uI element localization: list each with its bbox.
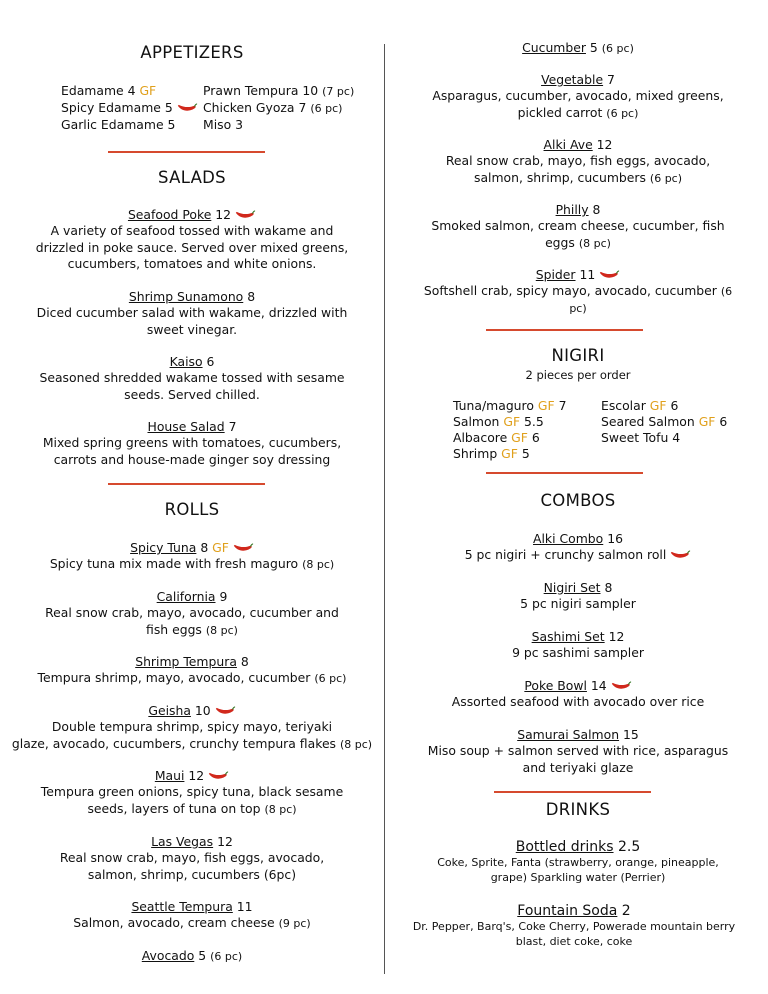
nigiri-item: Sweet Tofu 4 [601,430,681,445]
spicy-pepper-icon [610,681,632,692]
gf-badge: GF [501,446,518,461]
menu-item-maui: Maui 12 Tempura green onions, spicy tuna, black sesame seeds, layers of tuna on top (8 pc) [40,768,344,816]
menu-item-alki-ave: Alki Ave 12 Real snow crab, mayo, fish eggs, avocado, salmon, shrimp, cucumbers (6 pc) [445,137,711,185]
menu-item-bottled-drinks: Bottled drinks 2.5 Coke, Sprite, Fanta (strawberry, orange, pineapple, grape) Sparkling water (Perrier) [437,839,719,885]
appetizer-item: Prawn Tempura 10 (7 pc) [203,83,355,98]
appetizer-item: Spicy Edamame 5 [61,100,198,116]
menu-item-las-vegas: Las Vegas 12 Real snow crab, mayo, fish eggs, avocado, salmon, shrimp, cucumbers (6pc) [59,834,325,882]
combos-heading: COMBOS [540,491,616,510]
menu-item-samurai-salmon: Samurai Salmon 15 Miso soup + salmon served with rice, asparagus and teriyaki glaze [427,727,729,775]
menu-item-house-salad: House Salad 7 Mixed spring greens with tomatoes, cucumbers, carrots and house-made ginger soy dressing [42,419,342,467]
nigiri-item: Salmon GF 5.5 [453,414,544,429]
spicy-pepper-icon [598,270,620,281]
appetizers-heading: APPETIZERS [140,43,244,62]
spicy-pepper-icon [176,103,198,114]
nigiri-item: Shrimp GF 5 [453,446,530,461]
menu-item-seafood-poke: Seafood Poke 12 A variety of seafood tossed with wakame and drizzled in poke sauce. Served over mixed greens, cucumbers, tomatoes and white onions. [35,207,349,272]
spicy-pepper-icon [207,771,229,782]
menu-item-alki-combo: Alki Combo 16 5 pc nigiri + crunchy salmon roll [388,531,768,564]
gf-badge: GF [649,398,667,413]
menu-item-vegetable: Vegetable 7 Asparagus, cucumber, avocado, mixed greens, pickled carrot (6 pc) [432,72,724,120]
menu-item-philly: Philly 8 Smoked salmon, cream cheese, cucumber, fish eggs (8 pc) [431,202,725,250]
menu-item-california: California 9 Real snow crab, mayo, avocado, cucumber and fish eggs (8 pc) [45,589,339,637]
nigiri-item: Escolar GF 6 [601,398,679,413]
gf-badge: GF [511,430,528,445]
menu-item-sashimi-set: Sashimi Set 12 9 pc sashimi sampler [512,629,644,661]
nigiri-heading: NIGIRI [551,346,605,365]
nigiri-subtitle: 2 pieces per order [525,368,631,382]
menu-item-shrimp-tempura: Shrimp Tempura 8 Tempura shrimp, mayo, avocado, cucumber (6 pc) [37,654,347,686]
spicy-pepper-icon [214,706,236,717]
gf-badge: GF [212,540,229,555]
menu-item-cucumber: Cucumber 5 (6 pc) [522,40,634,55]
appetizer-item: Edamame 4 GF [61,83,157,98]
section-divider [486,472,643,474]
spicy-pepper-icon [232,543,254,554]
column-divider [384,44,385,974]
menu-item-avocado: Avocado 5 (6 pc) [141,948,243,963]
gf-badge: GF [698,414,716,429]
section-divider [108,151,265,153]
menu-item-poke-bowl: Poke Bowl 14 Assorted seafood with avocado over rice [451,678,705,710]
section-divider [486,329,643,331]
menu-item-fountain-soda: Fountain Soda 2 Dr. Pepper, Barq's, Coke Cherry, Powerade mountain berry blast, diet coke, coke [412,903,736,949]
nigiri-item: Seared Salmon GF 6 [601,414,728,429]
nigiri-item: Tuna/maguro GF 7 [453,398,567,413]
menu-item-spicy-tuna: Spicy Tuna 8 GF Spicy tuna mix made with fresh maguro (8 pc) [49,540,335,572]
appetizer-item: Garlic Edamame 5 [61,117,176,132]
appetizer-item: Chicken Gyoza 7 (6 pc) [203,100,343,115]
nigiri-item: Albacore GF 6 [453,430,540,445]
gf-badge: GF [537,398,555,413]
menu-item-spider: Spider 11 Softshell crab, spicy mayo, avocado, cucumber (6 pc) [423,267,733,315]
rolls-heading: ROLLS [164,500,220,519]
gf-badge: GF [139,83,157,98]
right-column [388,0,768,994]
menu-item-nigiri-set: Nigiri Set 8 5 pc nigiri sampler [520,580,636,612]
spicy-pepper-icon [234,210,256,221]
gf-badge: GF [503,414,521,429]
menu-item-geisha: Geisha 10 Double tempura shrimp, spicy mayo, teriyaki glaze, avocado, cucumbers, crunchy tempura flakes (8 pc) [11,703,373,751]
menu-item-shrimp-sunamono: Shrimp Sunamono 8 Diced cucumber salad with wakame, drizzled with sweet vinegar. [36,289,348,337]
section-divider [108,483,265,485]
section-divider [494,791,651,793]
appetizer-item: Miso 3 [203,117,244,132]
salads-heading: SALADS [158,168,226,187]
spicy-pepper-icon [669,550,691,561]
drinks-heading: DRINKS [545,800,611,819]
menu-item-seattle-tempura: Seattle Tempura 11 Salmon, avocado, cream cheese (9 pc) [73,899,311,931]
menu-item-kaiso: Kaiso 6 Seasoned shredded wakame tossed with sesame seeds. Served chilled. [39,354,345,402]
